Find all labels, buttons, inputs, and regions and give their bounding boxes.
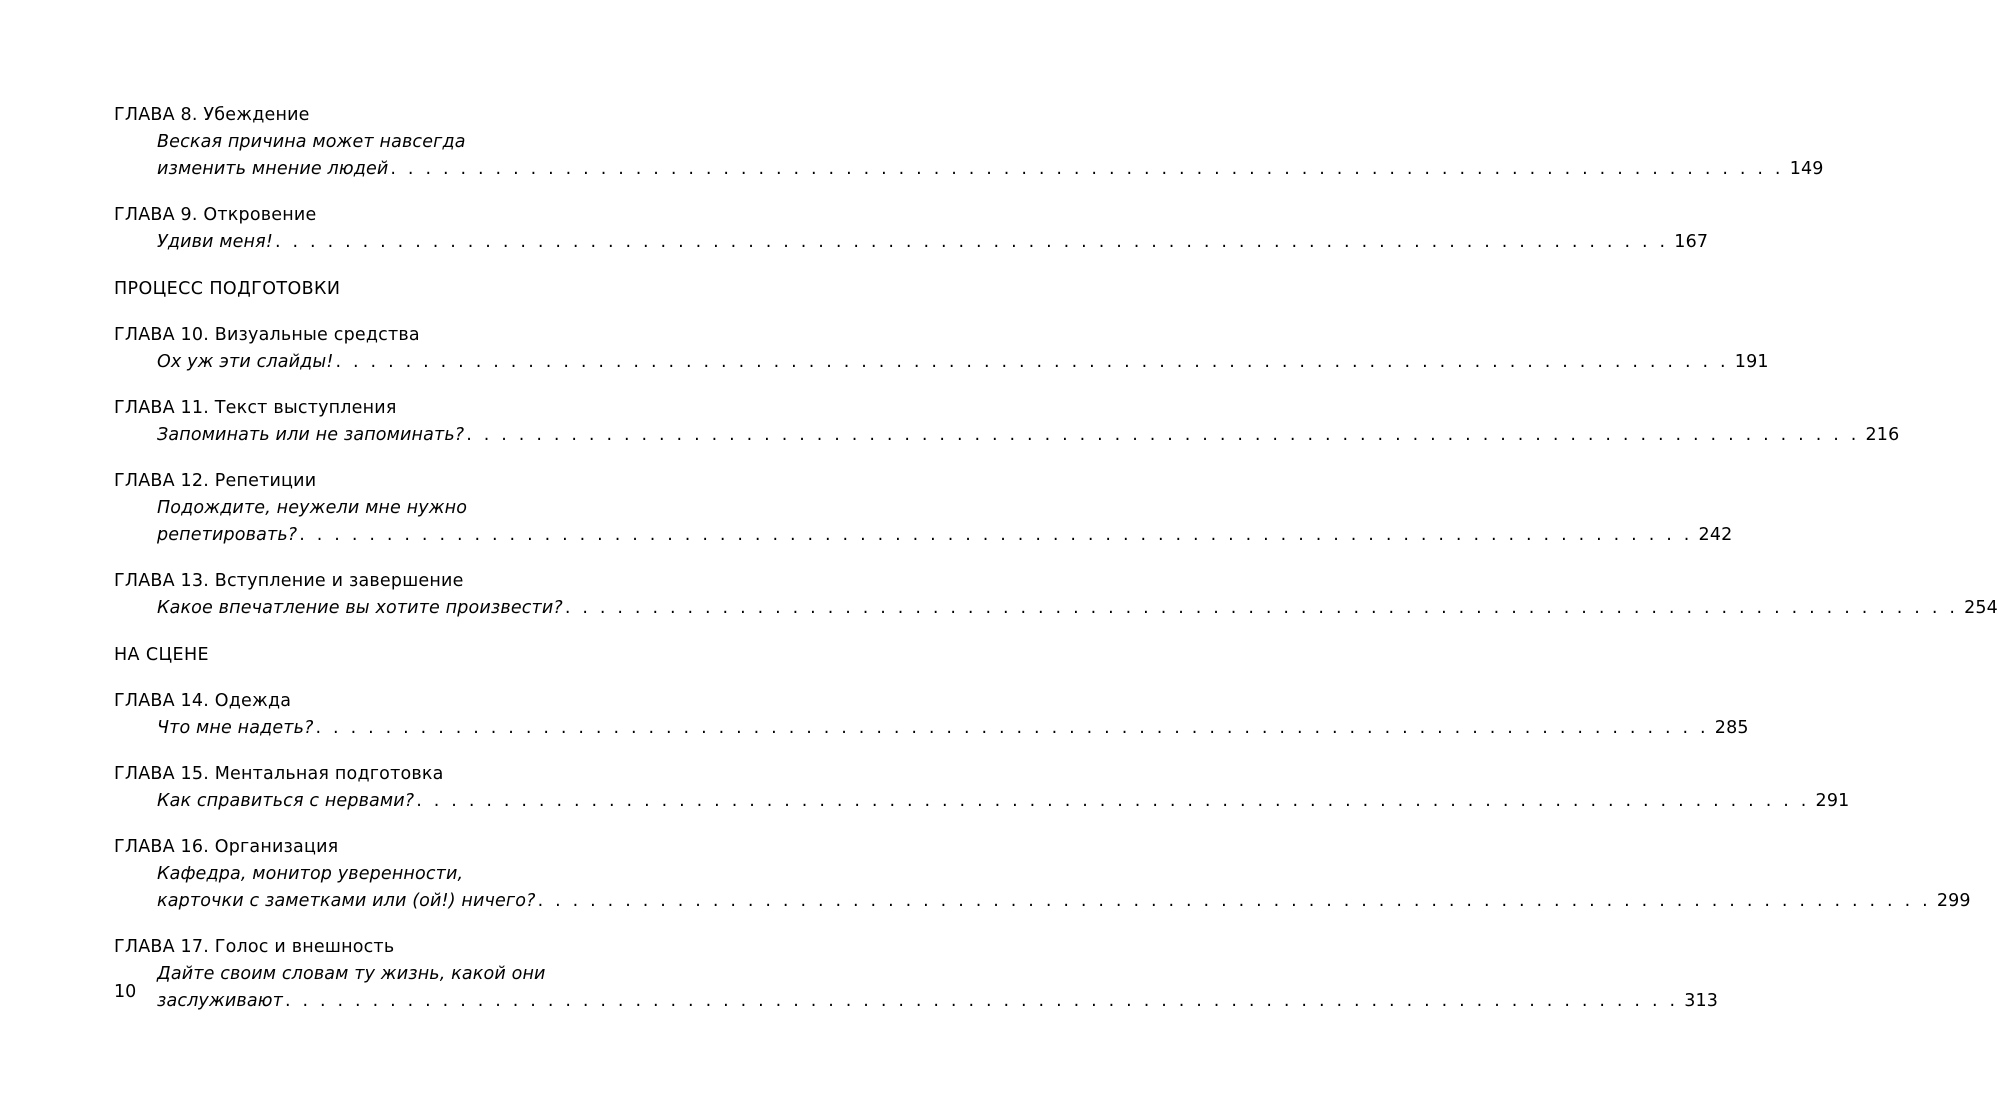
subtitle-line: Ох уж эти слайды! [157,352,334,372]
toc-entry [114,568,1998,622]
page-ref: 285 [1714,718,1749,738]
subtitle-line: Кафедра, монитор уверенности, [157,864,464,884]
chapter-title: ГЛАВА 12. Репетиции [114,471,317,491]
toc-entry [114,934,1719,1015]
subtitle-line: Веская причина может навсегда [157,132,466,152]
dot-leader: . . . . . . . . . . . . . . . . . . . . . . . . . . . . . . . . . . . . . . . . . . . . . . . . . . . . . . . . . . . . . . . . . . . . . . . . . . . . . . . . [416,791,1810,811]
dot-leader: . . . . . . . . . . . . . . . . . . . . . . . . . . . . . . . . . . . . . . . . . . . . . . . . . . . . . . . . . . . . . . . . . . . . . . . . . . . . . . . . [284,991,1679,1011]
toc-entry [114,468,1733,549]
toc-entry [114,102,1824,183]
toc-entry [114,202,1709,256]
chapter-subtitle [114,422,1900,449]
chapter-subtitle [114,229,1709,256]
chapter-subtitle [114,349,1769,376]
chapter-subtitle [114,595,1998,622]
page-ref: 299 [1936,891,1971,911]
section-heading: НА СЦЕНЕ [114,645,209,665]
subtitle-line: Запоминать или не запоминать? [157,425,465,445]
dot-leader: . . . . . . . . . . . . . . . . . . . . . . . . . . . . . . . . . . . . . . . . . . . . . . . . . . . . . . . . . . . . . . . . . . . . . . . . . . . . . . . . [564,598,1959,618]
subtitle-last-line [157,715,1749,742]
chapter-title: ГЛАВА 11. Текст выступления [114,398,397,418]
chapter-title: ГЛАВА 8. Убеждение [114,105,310,125]
toc-entry [114,395,1900,449]
page-ref: 242 [1698,525,1733,545]
subtitle-line: изменить мнение людей [157,159,389,179]
page-ref: 167 [1674,232,1709,252]
chapter-title: ГЛАВА 9. Откровение [114,205,317,225]
subtitle-line: Какое впечатление вы хотите произвести? [157,598,563,618]
chapter-title: ГЛАВА 13. Вступление и завершение [114,571,464,591]
chapter-title: ГЛАВА 14. Одежда [114,691,292,711]
subtitle-last-line [157,422,1900,449]
toc-entry [114,322,1769,376]
subtitle-line: Подождите, неужели мне нужно [157,498,468,518]
chapter-subtitle [114,961,1719,1015]
chapter-title: ГЛАВА 10. Визуальные средства [114,325,420,345]
subtitle-line: карточки с заметками или (ой!) ничего? [157,891,536,911]
dot-leader: . . . . . . . . . . . . . . . . . . . . . . . . . . . . . . . . . . . . . . . . . . . . . . . . . . . . . . . . . . . . . . . . . . . . . . . . . . . . . . . . [275,232,1669,252]
subtitle-last-line [157,349,1769,376]
table-of-contents [114,102,1998,1034]
dot-leader: . . . . . . . . . . . . . . . . . . . . . . . . . . . . . . . . . . . . . . . . . . . . . . . . . . . . . . . . . . . . . . . . . . . . . . . . . . . . . . . . [390,159,1784,179]
toc-entry [114,688,1749,742]
subtitle-last-line [157,888,1971,915]
subtitle-line: Как справиться с нервами? [157,791,415,811]
dot-leader: . . . . . . . . . . . . . . . . . . . . . . . . . . . . . . . . . . . . . . . . . . . . . . . . . . . . . . . . . . . . . . . . . . . . . . . . . . . . . . . . [299,525,1693,545]
dot-leader: . . . . . . . . . . . . . . . . . . . . . . . . . . . . . . . . . . . . . . . . . . . . . . . . . . . . . . . . . . . . . . . . . . . . . . . . . . . . . . . . [335,352,1729,372]
dot-leader: . . . . . . . . . . . . . . . . . . . . . . . . . . . . . . . . . . . . . . . . . . . . . . . . . . . . . . . . . . . . . . . . . . . . . . . . . . . . . . . . [466,425,1860,445]
subtitle-last-line [157,988,1719,1015]
subtitle-line: репетировать? [157,525,298,545]
dot-leader: . . . . . . . . . . . . . . . . . . . . . . . . . . . . . . . . . . . . . . . . . . . . . . . . . . . . . . . . . . . . . . . . . . . . . . . . . . . . . . . . [315,718,1709,738]
page-ref: 216 [1865,425,1900,445]
subtitle-line: Дайте своим словам ту жизнь, какой они [157,964,546,984]
toc-entry [114,834,1971,915]
page-ref: 313 [1684,991,1719,1011]
subtitle-line: Что мне надеть? [157,718,314,738]
subtitle-last-line [157,229,1709,256]
page-ref: 254 [1964,598,1998,618]
page-ref: 291 [1815,791,1850,811]
chapter-subtitle [114,495,1733,549]
chapter-subtitle [114,129,1824,183]
chapter-title: ГЛАВА 15. Ментальная подготовка [114,764,444,784]
subtitle-last-line [157,522,1733,549]
page-ref: 191 [1734,352,1769,372]
section-heading: ПРОЦЕСС ПОДГОТОВКИ [114,279,341,299]
page-ref: 149 [1789,159,1824,179]
toc-entry [114,761,1850,815]
chapter-subtitle [114,788,1850,815]
subtitle-last-line [157,156,1824,183]
chapter-title: ГЛАВА 16. Организация [114,837,339,857]
chapter-title: ГЛАВА 17. Голос и внешность [114,937,395,957]
chapter-subtitle [114,861,1971,915]
subtitle-line: Удиви меня! [157,232,273,252]
subtitle-line: заслуживают [157,991,283,1011]
page-number: 10 [114,982,137,1002]
dot-leader: . . . . . . . . . . . . . . . . . . . . . . . . . . . . . . . . . . . . . . . . . . . . . . . . . . . . . . . . . . . . . . . . . . . . . . . . . . . . . . . . [537,891,1931,911]
subtitle-last-line [157,788,1850,815]
subtitle-last-line [157,595,1998,622]
chapter-subtitle [114,715,1749,742]
